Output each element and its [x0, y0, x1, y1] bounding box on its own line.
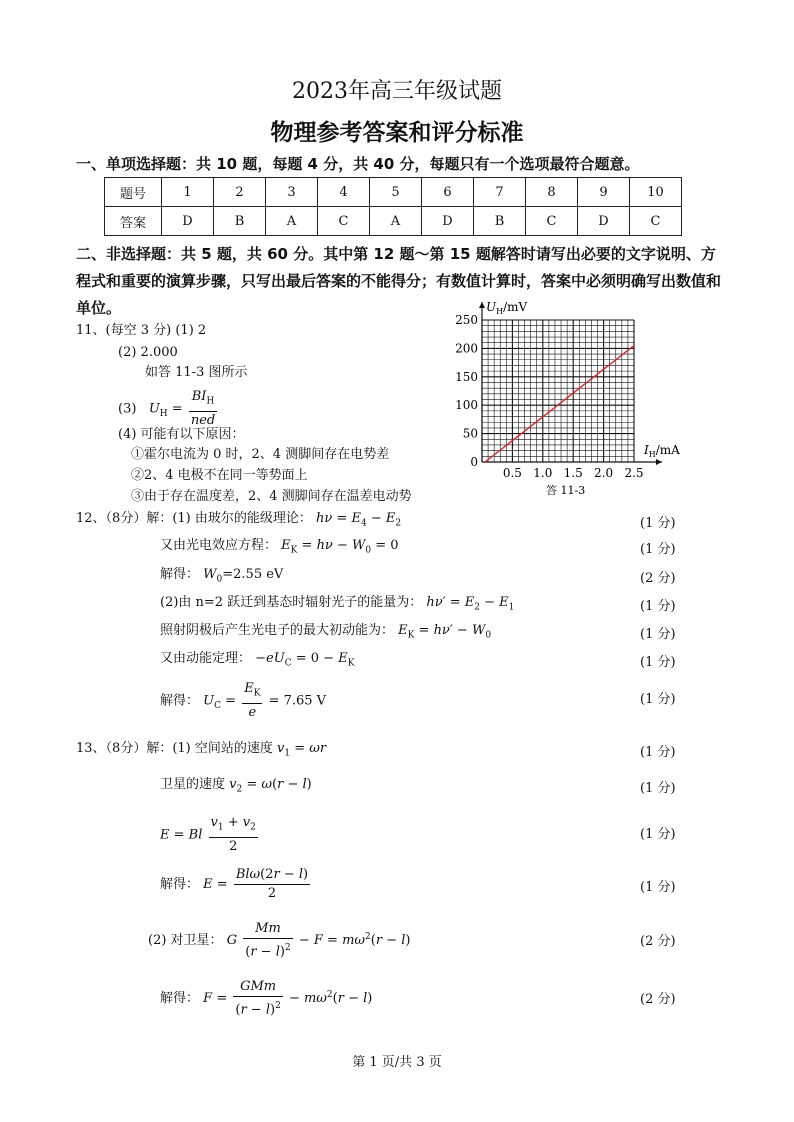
q12-text-2: 又由光电效应方程：: [160, 538, 278, 553]
y-axis-arrow: [479, 302, 485, 308]
q12-line-6: 又由动能定理： $-eU_C = 0 - E_K$: [160, 651, 355, 669]
q12-score-7: (1 分): [640, 692, 676, 707]
table-cell: D: [162, 207, 214, 236]
q11-line-7: ②2、4 电极不在同一等势面上: [131, 468, 308, 483]
x-tick-label: 1.0: [533, 466, 553, 480]
q13-line-6: 解得： F = $\frac{\text{GMm}}{(r - l)^2}$ − $m\omega^2(r - l)$: [160, 979, 373, 1018]
q11-line-8: ③由于存在温度差，2、4 测脚间存在温差电动势: [131, 489, 412, 504]
x-axis-arrow: [656, 459, 662, 465]
q12-line-5: 照射阴极后产生光电子的最大初动能为： $E_K = h\nu' - W_0$: [160, 623, 492, 641]
q12-score-6: (1 分): [640, 655, 676, 670]
q12-text-6: 又由动能定理：: [160, 651, 252, 666]
document-subtitle: 物理参考答案和评分标准: [270, 120, 524, 146]
table-cell: 5: [370, 178, 422, 207]
q11-line-2: (2) 2.000: [118, 345, 178, 360]
table-cell: B: [214, 207, 266, 236]
q12-score-5: (1 分): [640, 627, 676, 642]
q12-score-4: (1 分): [640, 599, 676, 614]
q12-text-1: 12、（8分）解：(1) 由玻尔的能级理论：: [76, 511, 312, 526]
axis-title-symbol: I: [644, 443, 649, 457]
q13-text-4: 解得：: [160, 877, 200, 892]
section2-heading: 二、非选择题：共 5 题，共 60 分。其中第 12 题～第 15 题解答时请写出必要的文字说明、方程式和重要的演算步骤，只写出最后答案的不能得分；有数值计算时，答案中必须明确写出数值和单位。: [76, 245, 722, 317]
q11-formula-3: (3) $U_H$ = $\frac{BI_H}{\text{ned}}$: [118, 389, 216, 428]
chart-series: [485, 346, 634, 462]
y-tick-label: 100: [455, 398, 478, 413]
table-cell: 4: [318, 178, 370, 207]
q11-line-6: ①霍尔电流为 0 时，2、4 测脚间存在电势差: [131, 447, 390, 462]
y-tick-label: 150: [455, 369, 478, 384]
q13-score-6: (2 分): [640, 992, 676, 1007]
q12-text-5: 照射阴极后产生光电子的最大初动能为：: [160, 623, 395, 638]
table-cell: B: [474, 207, 526, 236]
q13-line-4: 解得： E = $\frac{\text{Blω(2r − l)}}{2}$: [160, 867, 309, 901]
page-number: 第 1 页/共 3 页: [352, 1055, 442, 1070]
q11-line-5: (4) 可能有以下原因：: [118, 427, 245, 442]
q13-score-3: (1 分): [640, 827, 676, 842]
table-cell: 2: [214, 178, 266, 207]
q12-line-2: 又由光电效应方程： $E_K = h\nu - W_0 = 0$: [160, 538, 399, 556]
q12-score-2: (1 分): [640, 542, 676, 557]
q12-text-7: 解得：: [160, 693, 200, 709]
q13-score-5: (2 分): [640, 934, 676, 949]
table-cell: A: [266, 207, 318, 236]
axis-title-subscript: H: [496, 307, 504, 316]
y-axis-title: [486, 300, 528, 316]
q13-line-5: (2) 对卫星： G $\frac{Mm}{(r - l)^2}$ − $F = m\omega^2(r - l)$: [148, 921, 411, 960]
q13-text-2: 卫星的速度: [160, 777, 226, 792]
document-title: 2023年高三年级试题: [292, 79, 502, 104]
table-cell: C: [630, 207, 682, 236]
axis-title-unit: /mV: [503, 300, 528, 314]
graph-11-3: [448, 296, 698, 506]
table-cell: 6: [422, 178, 474, 207]
chart-caption: 答 11-3: [546, 484, 586, 497]
series-line: [485, 346, 634, 462]
table-cell: 8: [526, 178, 578, 207]
x-tick-label: 0.5: [502, 466, 522, 480]
table-cell: 3: [266, 178, 318, 207]
answer-table-row-answers: [105, 207, 682, 236]
axis-title-subscript: H: [648, 450, 656, 459]
y-tick-label: 250: [455, 313, 478, 327]
q12-score-3: (2 分): [640, 571, 676, 586]
q12-line-7: 解得： $U_C$ = $\frac{E_K}{e}$ = 7.65 V: [160, 681, 327, 720]
table-cell: A: [370, 207, 422, 236]
chart-grid: [479, 302, 662, 465]
q12-line-3: 解得： $W_0=2.55$ eV: [160, 567, 284, 585]
q12-text-3: 解得：: [160, 567, 200, 582]
q13-line-2: 卫星的速度 $v_2 = \omega(r - l)$: [160, 777, 312, 795]
axis-title-unit: /mA: [655, 443, 680, 457]
answer-table: [104, 177, 682, 236]
axis-title-symbol: U: [486, 300, 497, 314]
q11-line-3: 如答 11-3 图所示: [145, 365, 248, 380]
answer-table-row-numbers: [105, 178, 682, 207]
q13-score-4: (1 分): [640, 880, 676, 895]
q13-score-2: (1 分): [640, 781, 676, 796]
q13-line-1: 13、（8分）解：(1) 空间站的速度 $v_1 = \omega r$: [76, 741, 327, 759]
row-label-number: 题号: [105, 178, 162, 207]
table-cell: C: [526, 207, 578, 236]
table-cell: 7: [474, 178, 526, 207]
x-tick-label: 2.0: [594, 466, 614, 480]
y-tick-label: 50: [462, 426, 478, 441]
x-axis-title: [643, 443, 680, 459]
table-cell: 1: [162, 178, 214, 207]
table-cell: 10: [630, 178, 682, 207]
table-cell: C: [318, 207, 370, 236]
table-cell: 9: [578, 178, 630, 207]
chart-ticks: [455, 313, 643, 480]
x-tick-label: 2.5: [624, 466, 644, 480]
q12-line-4: (2)由 n=2 跃迁到基态时辐射光子的能量为： $h\nu' = E_2 - E_1$: [160, 595, 515, 613]
q13-text-1: 13、（8分）解：(1) 空间站的速度: [76, 741, 273, 756]
q11-line-1: 11、(每空 3 分) (1) 2: [76, 323, 207, 338]
table-cell: D: [422, 207, 474, 236]
section1-heading: 一、单项选择题：共 10 题，每题 4 分，共 40 分，每题只有一个选项最符合题意。: [76, 155, 640, 173]
x-tick-label: 1.5: [563, 466, 583, 480]
y-tick-label: 200: [455, 341, 478, 356]
q13-text-5: (2) 对卫星：: [148, 933, 223, 949]
q13-score-1: (1 分): [640, 745, 676, 760]
q11-label-3: (3): [118, 401, 137, 417]
q12-score-1: (1 分): [640, 516, 676, 531]
q12-line-1: 12、（8分）解：(1) 由玻尔的能级理论： $h\nu = E_4 - E_2$: [76, 511, 402, 529]
q13-text-6: 解得：: [160, 991, 200, 1007]
q12-value-uc: = 7.65 V: [268, 693, 327, 709]
y-tick-label: 0: [470, 455, 478, 469]
q12-value-w0: =2.55 eV: [222, 567, 284, 582]
row-label-answer: 答案: [105, 207, 162, 236]
q13-line-3: E = Bl $\frac{v_1 + v_2}{2}$: [160, 815, 256, 854]
q12-text-4: (2)由 n=2 跃迁到基态时辐射光子的能量为：: [160, 595, 423, 610]
table-cell: D: [578, 207, 630, 236]
